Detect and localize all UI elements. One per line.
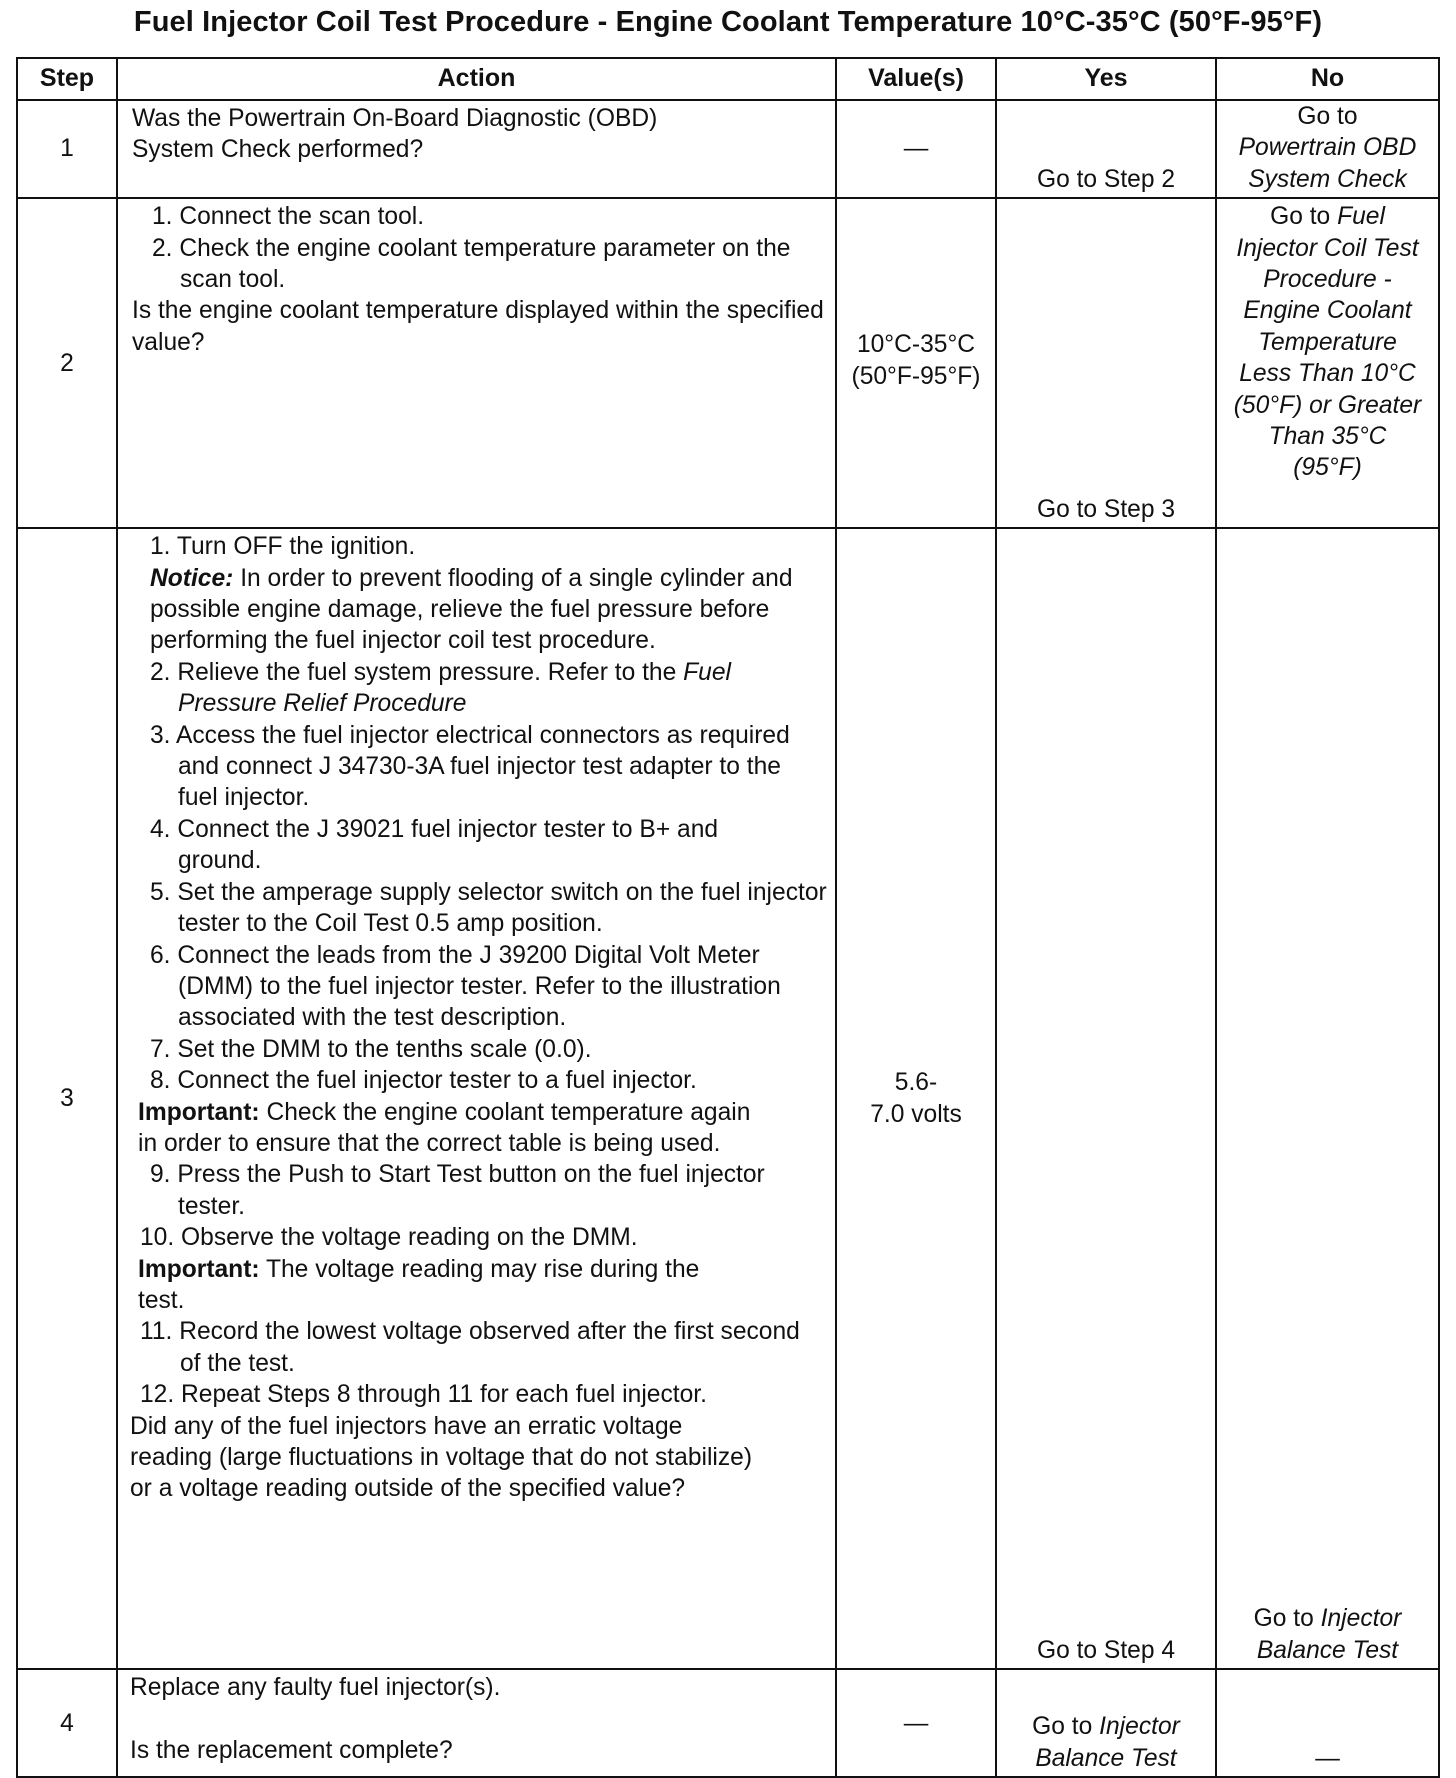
no-prefix: Go to bbox=[1297, 103, 1358, 130]
list-item: 2. Check the engine coolant temperature parameter on the scan tool. bbox=[152, 234, 791, 294]
header-values: Value(s) bbox=[836, 58, 996, 100]
no-link[interactable]: Injector Balance Test bbox=[1256, 1605, 1402, 1664]
header-no: No bbox=[1216, 58, 1439, 100]
step-number: 2 bbox=[17, 198, 117, 528]
list-item: 10. Observe the voltage reading on the DMM. bbox=[140, 1224, 638, 1252]
yes-link[interactable]: Go to Step 3 bbox=[996, 198, 1216, 528]
value-cell: — bbox=[836, 1669, 996, 1777]
value-line: 7.0 volts bbox=[870, 1100, 962, 1128]
action-cell bbox=[117, 528, 836, 1669]
question-text: Is the replacement complete? bbox=[130, 1736, 453, 1764]
list-item: 3. Access the fuel injector electrical connectors as required and connect J 34730-3A fuel injector test adapter to the fuel injector. bbox=[150, 721, 790, 812]
no-cell bbox=[1216, 198, 1439, 528]
question-text: Was the Powertrain On-Board Diagnostic (OBD) System Check performed? bbox=[132, 105, 658, 164]
procedure-table bbox=[16, 57, 1440, 1778]
no-cell bbox=[1216, 100, 1439, 198]
header-yes: Yes bbox=[996, 58, 1216, 100]
step-number: 4 bbox=[17, 1669, 117, 1777]
action-cell bbox=[117, 1669, 836, 1777]
important-label: Important: bbox=[138, 1098, 260, 1126]
value-cell bbox=[836, 528, 996, 1669]
table-row-step-1 bbox=[17, 100, 1439, 198]
action-text: Replace any faulty fuel injector(s). bbox=[130, 1674, 501, 1702]
table-row-step-3 bbox=[17, 528, 1439, 1669]
table-header-row bbox=[17, 58, 1439, 100]
yes-link[interactable]: Go to Step 4 bbox=[996, 528, 1216, 1669]
table-row-step-2 bbox=[17, 198, 1439, 528]
notice-block bbox=[130, 563, 827, 657]
list-item: 5. Set the amperage supply selector switch on the fuel injector tester to the Coil Test 0.5 amp position. bbox=[150, 878, 827, 938]
list-item: 7. Set the DMM to the tenths scale (0.0). bbox=[150, 1035, 592, 1063]
list-item: 12. Repeat Steps 8 through 11 for each fuel injector. bbox=[140, 1381, 707, 1409]
action-cell bbox=[117, 100, 836, 198]
list-item: 6. Connect the leads from the J 39200 Digital Volt Meter (DMM) to the fuel injector tester. Refer to the illustration associated with the test description. bbox=[150, 941, 781, 1032]
value-line: (50°F-95°F) bbox=[851, 362, 981, 390]
no-link[interactable]: Fuel Injector Coil Test Procedure - Engine Coolant Temperature Less Than 10°C (50°F) or Greater Than 35°C (95°F) bbox=[1233, 203, 1422, 482]
step-number: 3 bbox=[17, 528, 117, 1669]
no-prefix: Go to bbox=[1253, 1605, 1314, 1633]
important-block bbox=[130, 1097, 827, 1160]
header-step: Step bbox=[17, 58, 117, 100]
list-item: 1. Turn OFF the ignition. bbox=[150, 533, 416, 561]
yes-prefix: Go to bbox=[1032, 1713, 1093, 1741]
question-text: Did any of the fuel injectors have an erratic voltage reading (large fluctuations in voltage that do not stabilize) or a voltage reading outside of the specified value? bbox=[130, 1412, 753, 1503]
fuel-pressure-relief-link[interactable]: Fuel Pressure Relief Procedure bbox=[178, 658, 731, 718]
yes-cell bbox=[996, 1669, 1216, 1777]
list-item: 9. Press the Push to Start Test button on the fuel injector tester. bbox=[150, 1161, 765, 1220]
important-text: The voltage reading may rise during the test. bbox=[138, 1255, 700, 1314]
yes-link[interactable]: Go to Step 2 bbox=[996, 100, 1216, 198]
action-cell bbox=[117, 198, 836, 528]
value-cell bbox=[836, 198, 996, 528]
value-line: 5.6- bbox=[894, 1069, 938, 1097]
value-line: 10°C-35°C bbox=[856, 331, 976, 359]
notice-text: In order to prevent flooding of a single cylinder and possible engine damage, relieve the fuel pressure before performing the fuel injector coil test procedure. bbox=[150, 564, 793, 655]
important-label: Important: bbox=[138, 1255, 260, 1283]
header-action: Action bbox=[117, 58, 836, 100]
list-item: 11. Record the lowest voltage observed after the first second of the test. bbox=[140, 1318, 800, 1377]
step-number: 1 bbox=[17, 100, 117, 198]
important-text: Check the engine coolant temperature again in order to ensure that the correct table is being used. bbox=[138, 1098, 751, 1157]
no-prefix: Go to bbox=[1270, 203, 1331, 231]
list-item-text: 2. Relieve the fuel system pressure. Refer to the bbox=[150, 658, 677, 686]
question-text: Is the engine coolant temperature displayed within the specified value? bbox=[132, 297, 824, 356]
yes-link[interactable]: Injector Balance Test bbox=[1035, 1713, 1180, 1772]
no-link[interactable]: Powertrain OBD System Check bbox=[1238, 134, 1417, 193]
value-cell: — bbox=[836, 100, 996, 198]
no-cell bbox=[1216, 528, 1439, 1669]
list-item: 4. Connect the J 39021 fuel injector tester to B+ and ground. bbox=[150, 815, 719, 875]
page-title: Fuel Injector Coil Test Procedure - Engine Coolant Temperature 10°C-35°C (50°F-95°F) bbox=[133, 6, 1323, 38]
notice-label: Notice: bbox=[150, 564, 234, 592]
list-item: 8. Connect the fuel injector tester to a fuel injector. bbox=[150, 1067, 697, 1095]
list-item: 1. Connect the scan tool. bbox=[152, 203, 425, 231]
important-block bbox=[130, 1254, 827, 1317]
list-item bbox=[130, 657, 827, 720]
no-cell: — bbox=[1216, 1669, 1439, 1777]
table-row-step-4 bbox=[17, 1669, 1439, 1777]
